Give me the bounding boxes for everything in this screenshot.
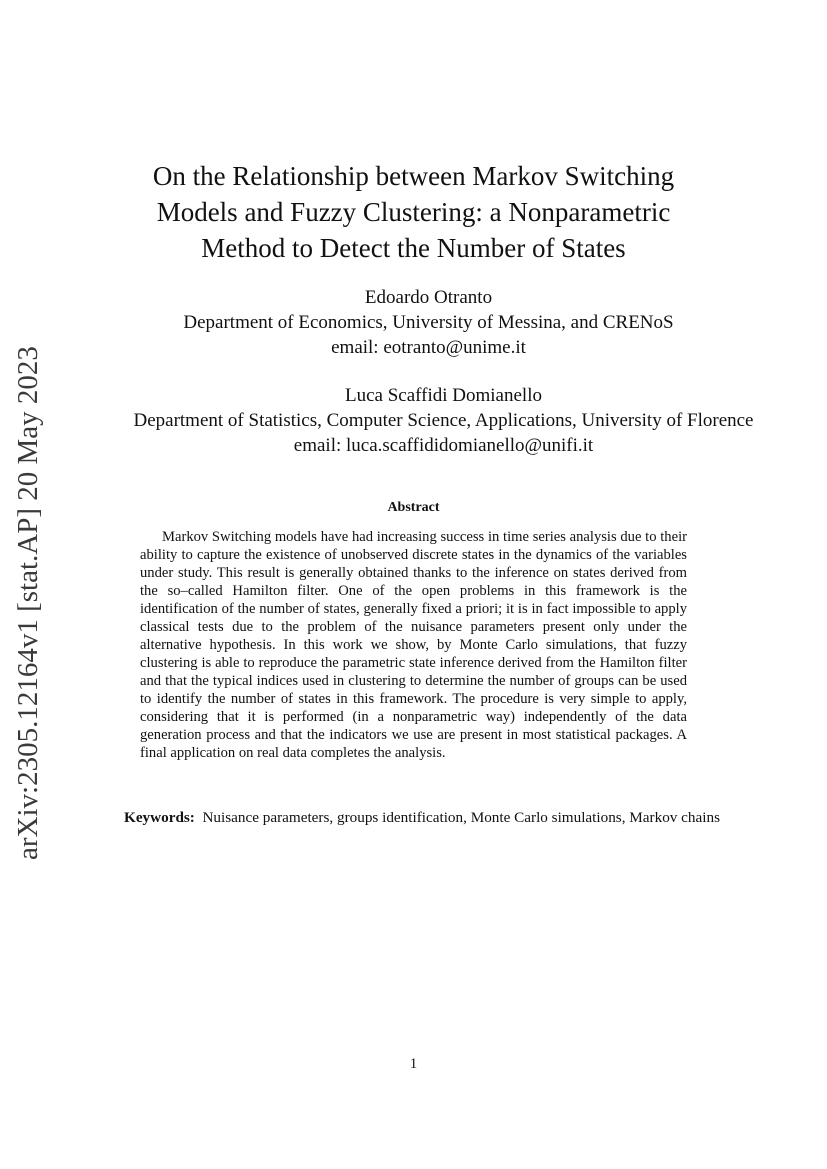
abstract-heading: Abstract — [387, 500, 440, 515]
keywords-text: Nuisance parameters, groups identification, Monte Carlo simulations, Markov chains — [202, 809, 720, 826]
author-name: Edoardo Otranto — [364, 287, 493, 308]
keywords-label: Keywords: — [124, 809, 195, 826]
author-email: email: eotranto@unime.it — [331, 337, 526, 358]
author-affiliation: Department of Economics, University of Messina, and CRENoS — [183, 312, 674, 333]
author-block-2 — [130, 383, 757, 458]
paper-title-line-1: On the Relationship between Markov Switching — [152, 161, 675, 191]
author-block-1 — [115, 285, 742, 360]
paper-title — [100, 158, 727, 266]
author-name: Luca Scaffidi Domianello — [345, 385, 542, 406]
arxiv-identifier-stamp: arXiv:2305.12164v1 [stat.AP] 20 May 2023 — [12, 346, 44, 860]
author-affiliation: Department of Statistics, Computer Science, Applications, University of Florence — [133, 410, 754, 431]
paper-title-line-3: Method to Detect the Number of States — [201, 233, 626, 263]
paper-title-line-2: Models and Fuzzy Clustering: a Nonparametric — [156, 197, 671, 227]
abstract-body: Markov Switching models have had increasing success in time series analysis due to their ability to capture the existence of unobserved discrete states in the dynamics of the variables under study. This result is generally obtained thanks to the inference on states derived from the so–called Hamilton filter. One of the open problems in this framework is the identification of the number of states, generally fixed a priori; it is in fact impossible to apply classical tests due to the problem of the nuisance parameters present only under the alternative hypothesis. In this work we show, by Monte Carlo simulations, that fuzzy clustering is able to reproduce the parametric state inference derived from the Hamilton filter and that the typical indices used in clustering to determine the number of groups can be used to identify the number of states in this framework. The procedure is very simple to apply, considering that it is performed (in a nonparametric way) independently of the data generation process and that the indicators we use are present in most statistical packages. A final application on real data completes the analysis. — [140, 529, 687, 761]
keywords-paragraph — [100, 808, 727, 828]
author-email: email: luca.scaffididomianello@unifi.it — [293, 435, 594, 456]
page-number: 1 — [409, 1056, 418, 1072]
